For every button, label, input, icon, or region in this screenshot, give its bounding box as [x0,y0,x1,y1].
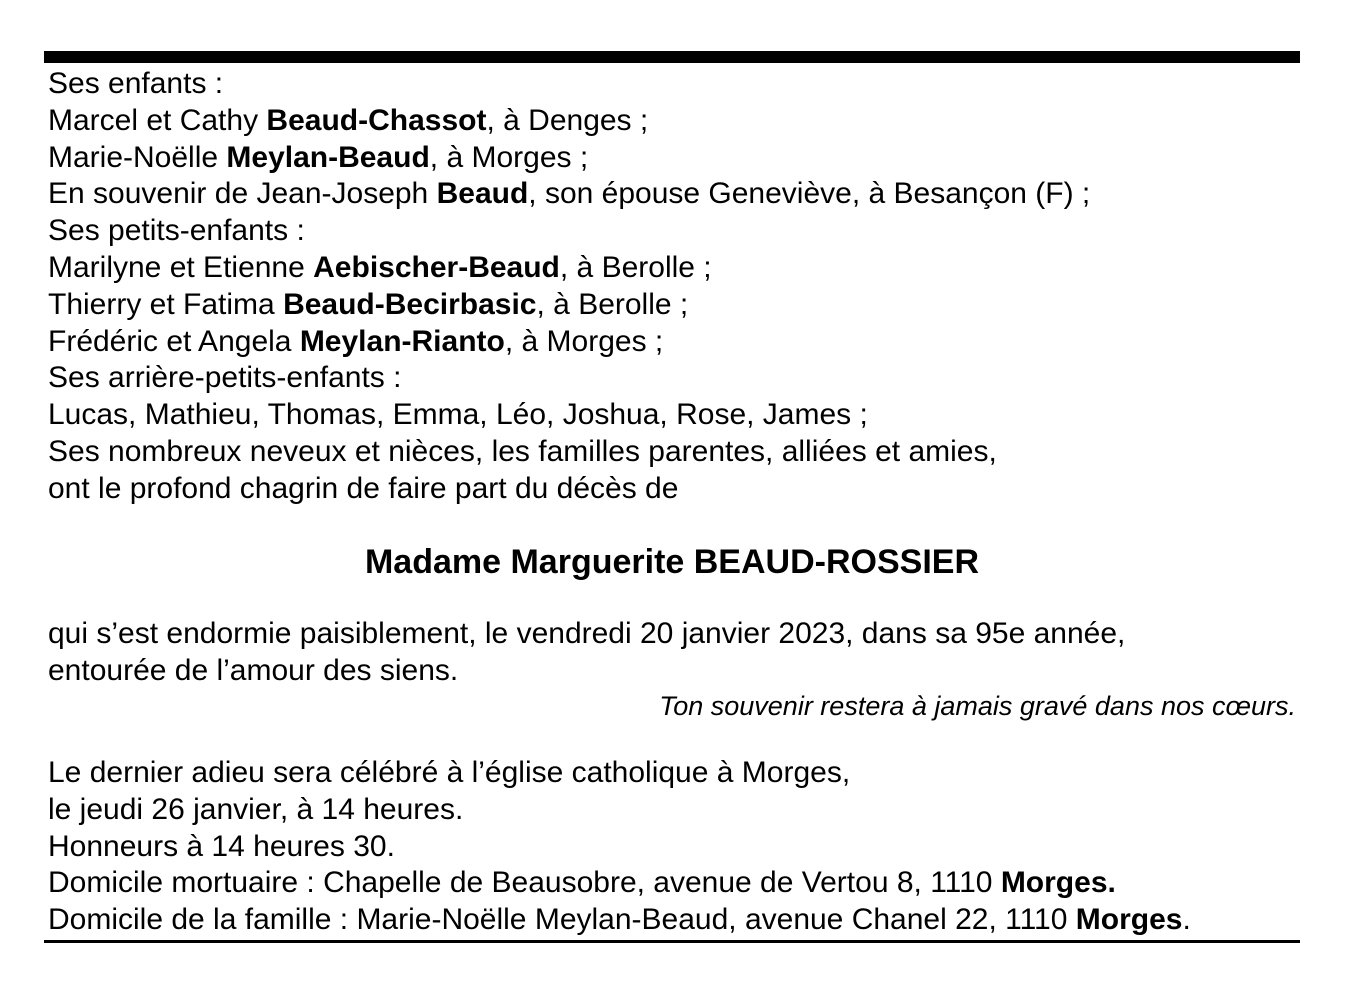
family-line: Ses enfants : [48,67,224,100]
ceremony-details [48,755,1191,939]
ceremony-line: Le dernier adieu sera célébré à l’église catholique à Morges, [48,756,851,789]
death-announcement [48,616,1125,690]
death-line: qui s’est endormie paisiblement, le vendredi 20 janvier 2023, dans sa 95e année, [48,617,1126,650]
deceased-name: Madame Marguerite BEAUD-ROSSIER [364,543,979,581]
family-line: Lucas, Mathieu, Thomas, Emma, Léo, Joshua, Rose, James ; [48,398,868,432]
ceremony-line: Domicile mortuaire : Chapelle de Beausobre, avenue de Vertou 8, 1110 Morges. [48,866,1116,900]
ceremony-line: Honneurs à 14 heures 30. [48,829,395,863]
death-line: entourée de l’amour des siens. [48,653,459,687]
family-line: Frédéric et Angela Meylan-Rianto, à Morges ; [48,324,664,358]
ceremony-line: le jeudi 26 janvier, à 14 heures. [48,792,464,826]
memorial-quote: Ton souvenir restera à jamais gravé dans nos cœurs. [659,691,1296,721]
family-line: Marie-Noëlle Meylan-Beaud, à Morges ; [48,140,589,174]
family-line: Marilyne et Etienne Aebischer-Beaud, à Berolle ; [48,250,712,284]
family-list [48,66,1090,508]
family-line: Ses petits-enfants : [48,214,305,248]
family-line: Thierry et Fatima Beaud-Becirbasic, à Berolle ; [48,287,689,321]
family-line: En souvenir de Jean-Joseph Beaud, son épouse Geneviève, à Besançon (F) ; [48,177,1091,211]
top-rule [44,51,1300,63]
family-line: Ses arrière-petits-enfants : [48,361,402,395]
family-line: Marcel et Cathy Beaud-Chassot, à Denges ; [48,103,649,137]
ceremony-line: Domicile de la famille : Marie-Noëlle Meylan-Beaud, avenue Chanel 22, 1110 Morges. [48,903,1191,937]
family-line: ont le profond chagrin de faire part du décès de [48,471,679,505]
family-line: Ses nombreux neveux et nièces, les familles parentes, alliées et amies, [48,434,997,468]
bottom-rule [44,940,1300,943]
